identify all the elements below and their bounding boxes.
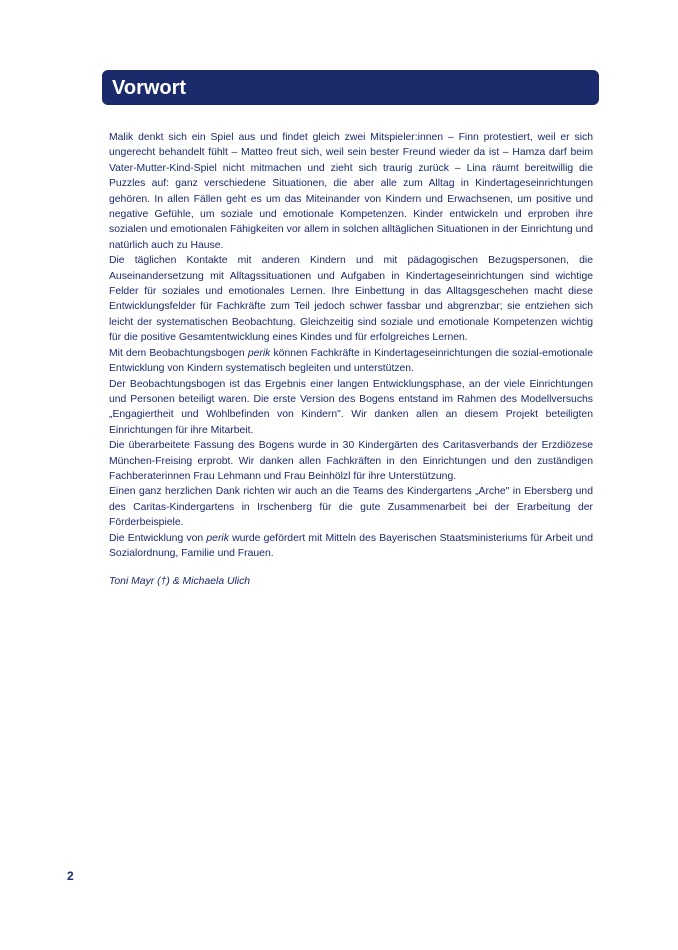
chapter-title: Vorwort xyxy=(112,77,187,99)
paragraph xyxy=(109,346,593,377)
paragraph: Die überarbeitete Fassung des Bogens wurde in 30 Kindergärten des Caritasverbands der Erzdiözese München-Freising erprobt. Wir danken allen Fachkräften in den Einrichtungen und den zuständigen Fachberaterinnen Frau Lehmann und Frau Beinhölzl für ihre Unterstützung. xyxy=(109,440,593,482)
paragraph xyxy=(109,531,593,562)
paragraph: Einen ganz herzlichen Dank richten wir auch an die Teams des Kindergartens „Arche" in Ebersberg und des Caritas-Kindergartens in Irschenberg für die gute Zusammenarbeit bei der Erarbeitung der Förderbeispiele. xyxy=(109,486,593,529)
paragraph-text: wurde gefördert mit Mitteln des Bayerischen Staatsministeriums für Arbeit und Sozialordnung, Familie und Frauen. xyxy=(109,532,593,559)
paragraph: Malik denkt sich ein Spiel aus und findet gleich zwei Mitspieler:innen – Finn protestiert, weil er sich ungerecht behandelt fühlt – Matteo freut sich, weil sein bester Freund wieder da ist – Hamza darf beim Vater-Mutter-Kind-Spiel nicht mitmachen und zieht sich traurig zurück – Lina räumt bereitwillig die Puzzles auf: ganz verschiedene Situationen, die aber alle zum Alltag in Kindertageseinrichtungen gehören. In allen Fällen geht es um das Miteinander von Kindern und Erwachsenen, um positive und negative Gefühle, um soziale und emotionale Kompetenzen. Kinder entwickeln und erproben ihre sozialen und emotionalen Fähigkeiten vor allem in solchen alltäglichen Situationen in der Einrichtung und natürlich auch zu Hause. xyxy=(109,132,593,251)
author-signature: Toni Mayr (†) & Michaela Ulich xyxy=(109,576,251,587)
perik-name: perik xyxy=(206,532,229,544)
paragraph-text: Die Entwicklung von xyxy=(109,532,207,544)
paragraph: Der Beobachtungsbogen ist das Ergebnis einer langen Entwicklungsphase, an der viele Einrichtungen und Personen beteiligt waren. Die erste Version des Bogens entstand im Rahmen des Modellversuchs „Engagiertheit und Wohlbefinden von Kindern". Wir danken allen an diesem Projekt beteiligten Einrichtungen für ihre Mitarbeit. xyxy=(109,378,593,436)
perik-name: perik xyxy=(247,347,271,359)
page-number: 2 xyxy=(67,869,74,883)
paragraph: Die täglichen Kontakte mit anderen Kindern und mit pädagogischen Bezugspersonen, die Auseinandersetzung mit Alltagssituationen und Aufgaben in Kindertageseinrichtungen sind wichtige Felder für soziales und emotionales Lernen. Ihre Einbettung in das Alltagsgeschehen macht diese Entwicklungsfelder für Fachkräfte zum Teil jedoch schwer fassbar und abgrenzbar; sie entziehen sich leicht der systematischen Beobachtung. Gleichzeitig sind soziale und emotionale Kompetenzen wichtig für die positive Gesamtentwicklung eines Kindes und für erfolgreiches Lernen. xyxy=(109,255,593,344)
paragraph-text: können Fachkräfte in Kindertageseinrichtungen die sozial-emotionale Entwicklung von Kindern systematisch begleiten und unterstützen. xyxy=(109,347,593,375)
foreword-body xyxy=(109,130,593,561)
paragraph-text: Mit dem Beobachtungsbogen xyxy=(109,347,248,359)
chapter-header xyxy=(102,70,599,105)
